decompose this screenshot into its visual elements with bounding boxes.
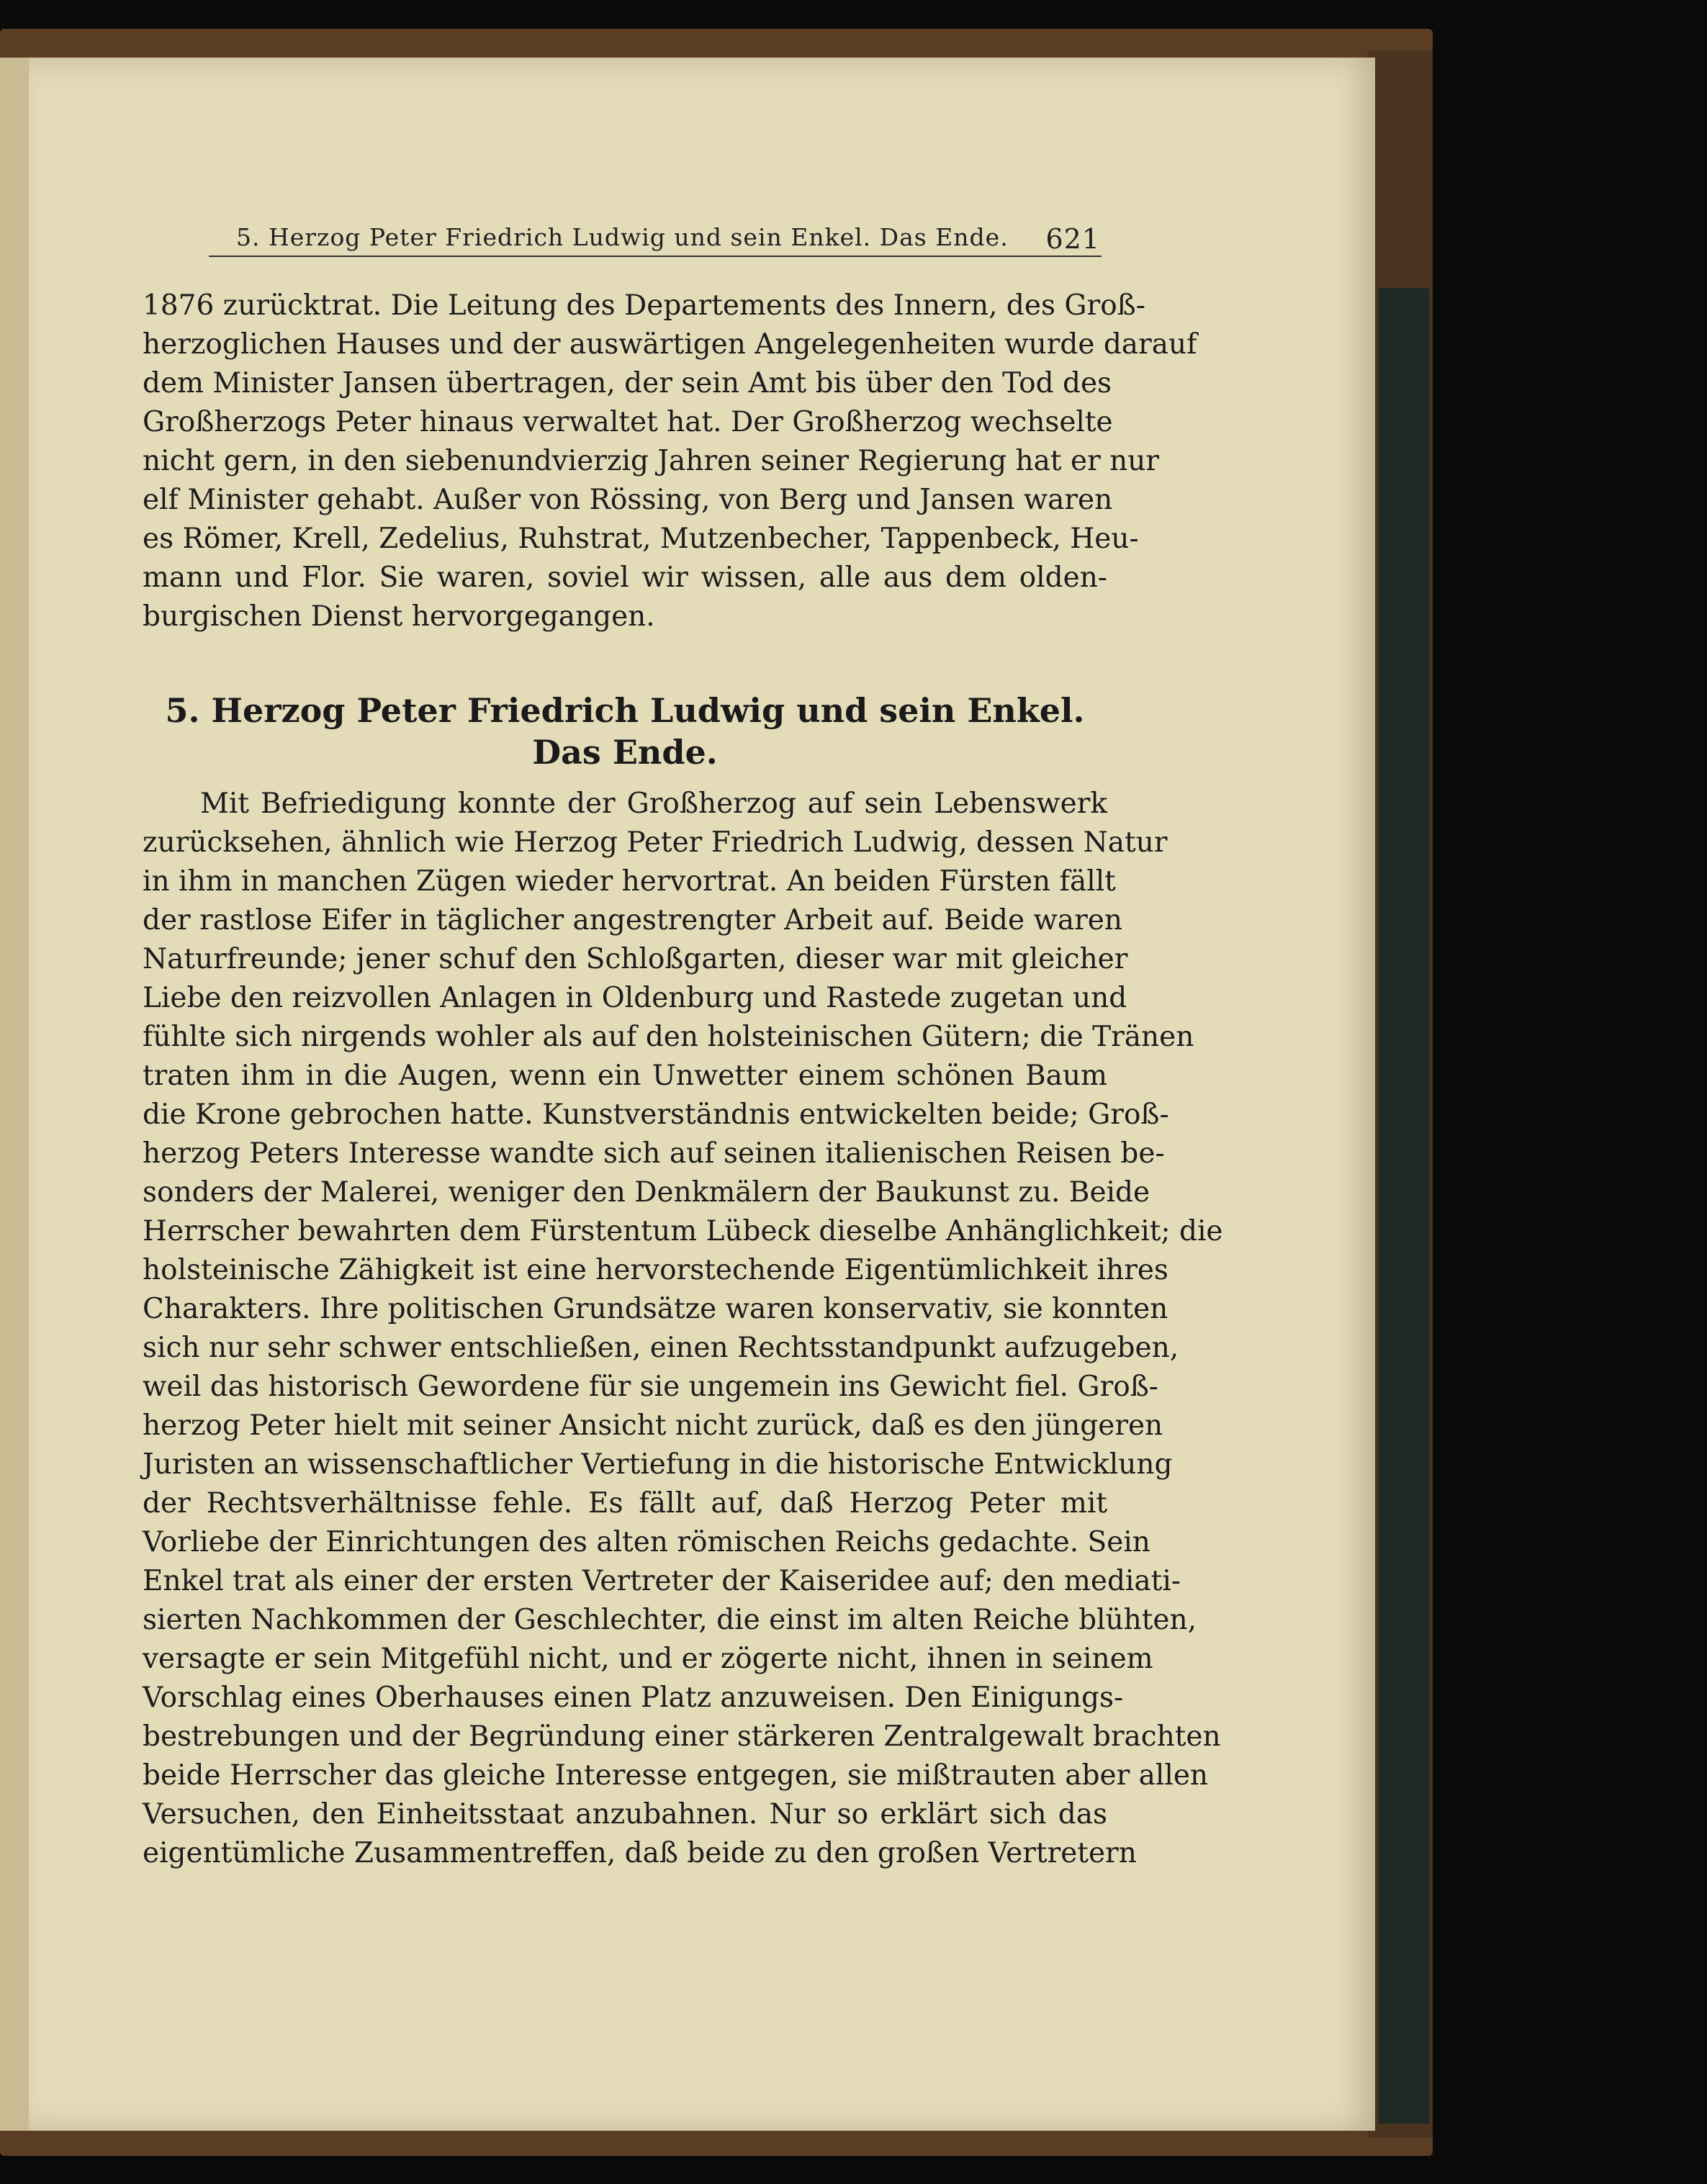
header-rule — [209, 256, 1102, 257]
text-line: herzoglichen Hauses und der auswärtigen Angelegenheiten wurde darauf — [143, 328, 1197, 361]
text-line: Großherzogs Peter hinaus verwaltet hat. Der Großherzog wechselte — [143, 406, 1113, 438]
text-line: Charakters. Ihre politischen Grundsätze waren konservativ, sie konnten — [143, 1293, 1168, 1325]
section-heading-line-1: 5. Herzog Peter Friedrich Ludwig und sein Enkel. — [165, 691, 1085, 730]
text-line: sich nur sehr schwer entschließen, einen Rechtsstandpunkt aufzugeben, — [143, 1332, 1179, 1364]
book-spine — [1379, 288, 1429, 2124]
text-line: Liebe den reizvollen Anlagen in Oldenburg und Rastede zugetan und — [143, 982, 1127, 1014]
running-head-title: 5. Herzog Peter Friedrich Ludwig und sein Enkel. Das Ende. — [236, 223, 1009, 251]
text-line: in ihm in manchen Zügen wieder hervortrat. An beiden Fürsten fällt — [143, 865, 1116, 898]
text-line: der Rechtsverhältnisse fehle. Es fällt auf, daß Herzog Peter mit — [143, 1487, 1107, 1520]
text-line: versagte er sein Mitgefühl nicht, und er zögerte nicht, ihnen in seinem — [143, 1643, 1153, 1675]
section-heading-line-2: Das Ende. — [532, 733, 718, 772]
text-line: Vorschlag eines Oberhauses einen Platz anzuweisen. Den Einigungs- — [143, 1682, 1124, 1714]
text-line: holsteinische Zähigkeit ist eine hervorstechende Eigentümlichkeit ihres — [143, 1254, 1168, 1286]
text-line: Vorliebe der Einrichtungen des alten römischen Reichs gedachte. Sein — [143, 1526, 1150, 1558]
text-line: eigentümliche Zusammentreffen, daß beide zu den großen Vertretern — [143, 1837, 1137, 1869]
text-line: 1876 zurücktrat. Die Leitung des Departements des Innern, des Groß- — [143, 289, 1145, 322]
text-line: sierten Nachkommen der Geschlechter, die einst im alten Reiche blühten, — [143, 1604, 1197, 1636]
text-line: burgischen Dienst hervorgegangen. — [143, 600, 655, 633]
text-line: herzog Peter hielt mit seiner Ansicht nicht zurück, daß es den jüngeren — [143, 1409, 1163, 1442]
paragraph-2 — [143, 785, 1223, 1873]
text-line: zurücksehen, ähnlich wie Herzog Peter Friedrich Ludwig, dessen Natur — [143, 826, 1168, 859]
previous-page-edge — [0, 58, 29, 2131]
text-line: weil das historisch Gewordene für sie ungemein ins Gewicht fiel. Groß- — [143, 1371, 1158, 1403]
text-line: fühlte sich nirgends wohler als auf den holsteinischen Gütern; die Tränen — [143, 1021, 1194, 1053]
paragraph-1 — [143, 286, 1197, 636]
text-line: der rastlose Eifer in täglicher angestrengter Arbeit auf. Beide waren — [143, 904, 1122, 937]
text-line: Juristen an wissenschaftlicher Vertiefung in die historische Entwicklung — [143, 1448, 1173, 1481]
text-line: Enkel trat als einer der ersten Vertreter der Kaiseridee auf; den mediati- — [143, 1565, 1181, 1597]
section-heading — [143, 690, 1107, 773]
text-line: traten ihm in die Augen, wenn ein Unwetter einem schönen Baum — [143, 1060, 1107, 1092]
text-line: herzog Peters Interesse wandte sich auf seinen italienischen Reisen be- — [143, 1137, 1165, 1170]
text-line: Herrscher bewahrten dem Fürstentum Lübeck dieselbe Anhänglichkeit; die — [143, 1215, 1223, 1247]
text-line: die Krone gebrochen hatte. Kunstverständnis entwickelten beide; Groß- — [143, 1098, 1169, 1131]
text-line: elf Minister gehabt. Außer von Rössing, von Berg und Jansen waren — [143, 484, 1113, 516]
text-line: bestrebungen und der Begründung einer stärkeren Zentralgewalt brachten — [143, 1720, 1221, 1753]
page-number: 621 — [1045, 223, 1100, 255]
running-head — [236, 216, 1100, 259]
text-line: nicht gern, in den siebenundvierzig Jahren seiner Regierung hat er nur — [143, 445, 1159, 477]
text-line: Naturfreunde; jener schuf den Schloßgarten, dieser war mit gleicher — [143, 943, 1128, 975]
text-line: mann und Flor. Sie waren, soviel wir wissen, alle aus dem olden- — [143, 561, 1107, 594]
text-line: sonders der Malerei, weniger den Denkmälern der Baukunst zu. Beide — [143, 1176, 1150, 1209]
text-line: dem Minister Jansen übertragen, der sein Amt bis über den Tod des — [143, 367, 1112, 400]
text-line: beide Herrscher das gleiche Interesse entgegen, sie mißtrauten aber allen — [143, 1759, 1209, 1792]
text-line: Versuchen, den Einheitsstaat anzubahnen. Nur so erklärt sich das — [143, 1798, 1107, 1831]
text-line: Mit Befriedigung konnte der Großherzog auf sein Lebenswerk — [200, 788, 1107, 820]
text-line: es Römer, Krell, Zedelius, Ruhstrat, Mutzenbecher, Tappenbeck, Heu- — [143, 523, 1139, 555]
